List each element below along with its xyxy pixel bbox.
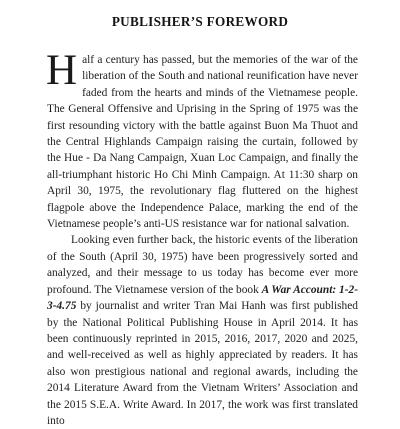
paragraph-2 (47, 232, 358, 429)
drop-cap: H (46, 47, 78, 94)
paragraph-2-text-before: Looking even further back, the historic events of the liberation of the South (April 30, 1975) have been progressively sorted and analyzed, and their message to us today has become ever more profound. The Vietnamese version of the book (47, 234, 358, 296)
paragraph-1 (46, 47, 358, 232)
paragraph-2-text-after: by journalist and writer Tran Mai Hanh was first published by the National Political Publishing House in April 2014. It has been continuously reprinted in 2015, 2016, 2017, 2020 and 2025, and well-received as well as highly appreciated by readers. It has also won prestigious national and regional awards, including the 2014 Literature Award from the Vietnam Writers’ Association and the 2015 S.E.A. Write Award. In 2017, the work was first translated into (47, 300, 358, 427)
foreword-body (46, 47, 358, 429)
book-title: A War Account: 1-2-3-4.75 (47, 283, 358, 313)
paragraph-1-text: alf a century has passed, but the memories of the war of the liberation of the South and national reunification have never faded from the hearts and minds of the Vietnamese people. The General Offensive and Uprising in the Spring of 1975 was the first resounding victory with the battle against Buon Ma Thuot and the Central Highlands Campaign raising the curtain, followed by the Hue - Da Nang Campaign, Xuan Loc Campaign, and finally the all-triumphant historic Ho Chi Minh Campaign. At 11:30 sharp on April 30, 1975, the revolutionary flag fluttered on the highest flagpole above the Independence Palace, marking the end of the Vietnamese people’s anti-US resistance war for national salvation. (47, 54, 358, 231)
page-title: PUBLISHER’S FOREWORD (111, 14, 289, 29)
